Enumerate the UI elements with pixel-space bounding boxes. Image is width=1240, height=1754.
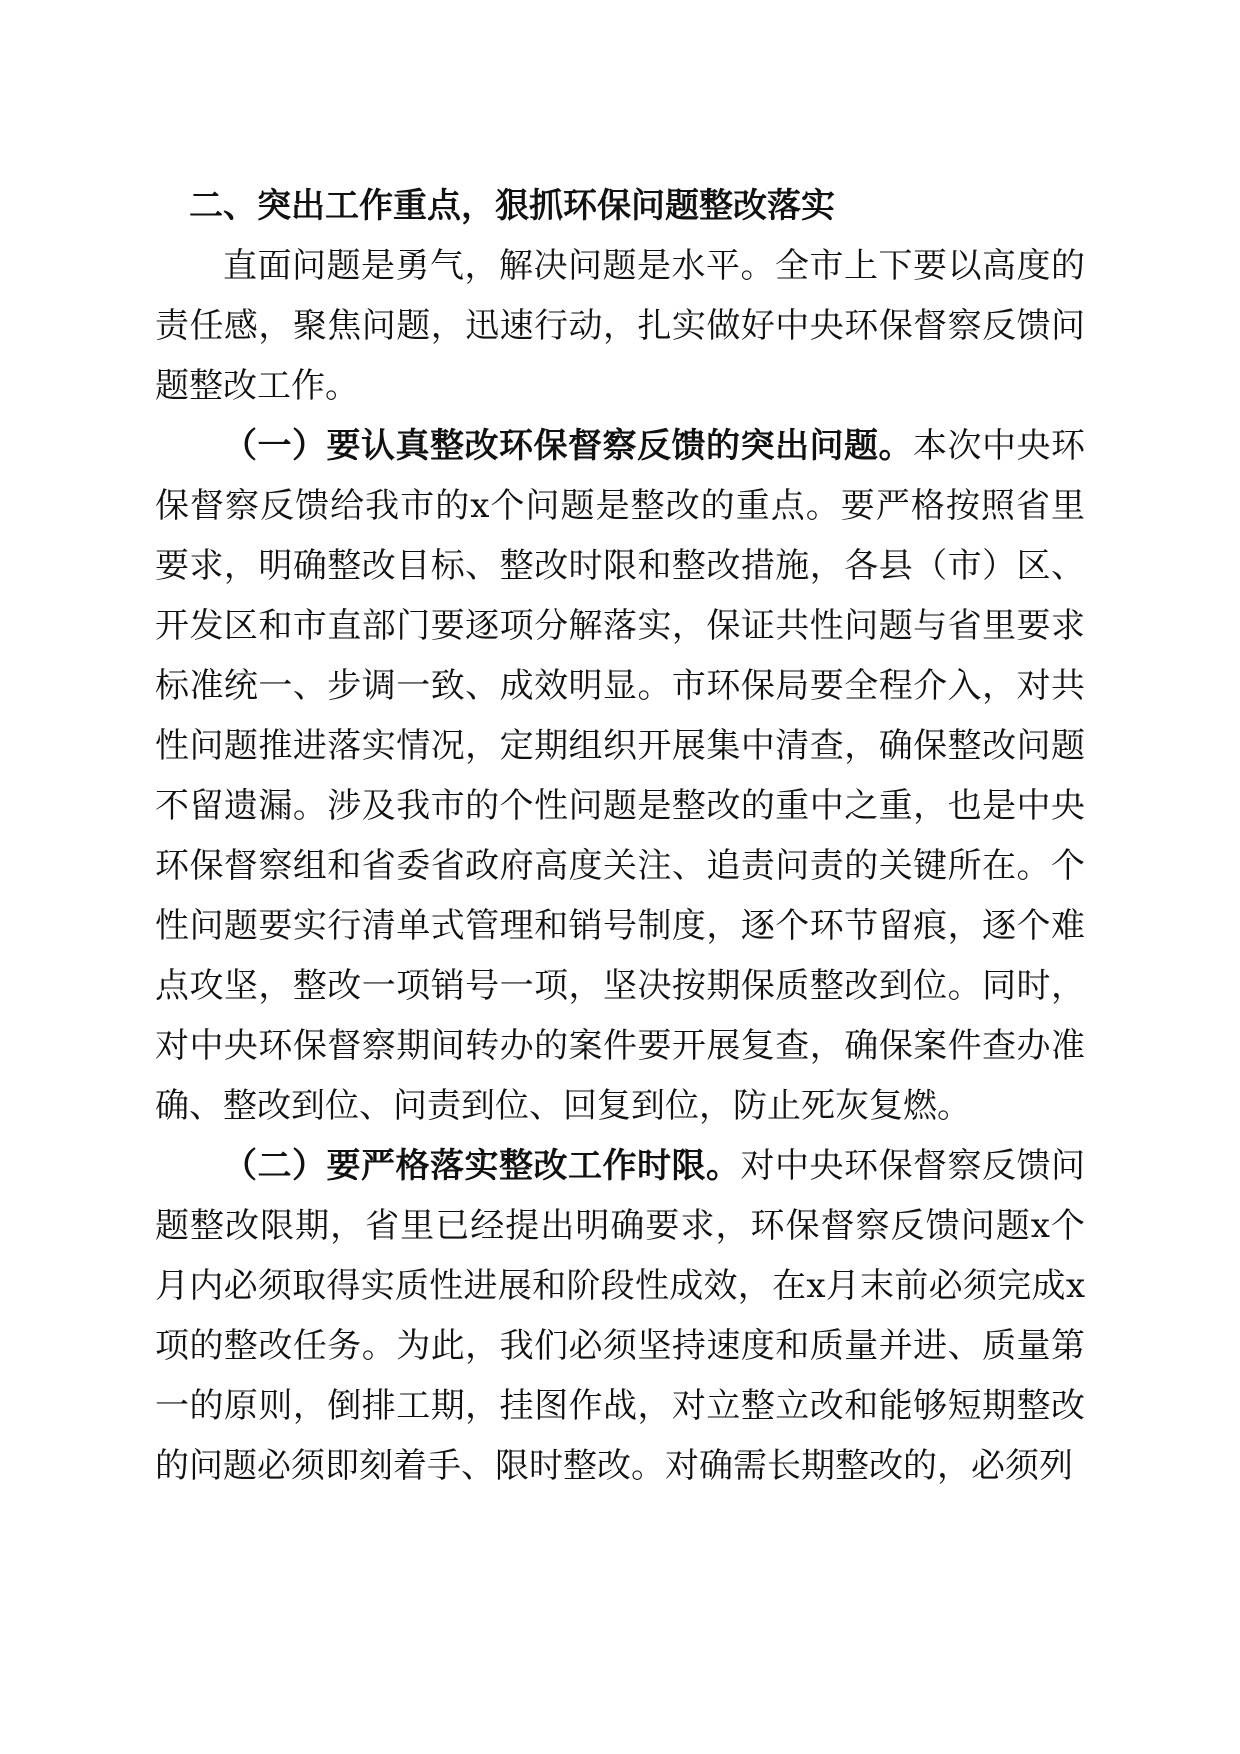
- paragraph-intro-text: 直面问题是勇气，解决问题是水平。全市上下要以高度的责任感，聚焦问题，迅速行动，扎实做好中央环保督察反馈问题整改工作。: [155, 246, 1085, 406]
- section-heading: 二、突出工作重点，狠抓环保问题整改落实: [189, 186, 835, 226]
- paragraph-item-2-text: 对中央环保督察反馈问题整改限期，省里已经提出明确要求，环保督察反馈问题x个月内必须取得实质性进展和阶段性成效，在x月末前必须完成x项的整改任务。为此，我们必须坚持速度和质量并进、质量第一的原则，倒排工期，挂图作战，对立整立改和能够短期整改的问题必须即刻着手、限时整改。对确需长期整改的，必须列: [155, 1146, 1085, 1486]
- document-body: [155, 176, 1085, 1496]
- paragraph-item-1: [155, 416, 1085, 1136]
- paragraph-item-2-lead: （二）要严格落实整改工作时限。: [223, 1146, 741, 1186]
- paragraph-item-2: [155, 1136, 1085, 1496]
- paragraph-item-1-text: 本次中央环保督察反馈给我市的x个问题是整改的重点。要严格按照省里要求，明确整改目标、整改时限和整改措施，各县（市）区、开发区和市直部门要逐项分解落实，保证共性问题与省里要求标准统一、步调一致、成效明显。市环保局要全程介入，对共性问题推进落实情况，定期组织开展集中清查，确保整改问题不留遗漏。涉及我市的个性问题是整改的重中之重，也是中央环保督察组和省委省政府高度关注、追责问责的关键所在。个性问题要实行清单式管理和销号制度，逐个环节留痕，逐个难点攻坚，整改一项销号一项，坚决按期保质整改到位。同时，对中央环保督察期间转办的案件要开展复查，确保案件查办准确、整改到位、问责到位、回复到位，防止死灰复燃。: [155, 426, 1085, 1126]
- paragraph-intro: [155, 236, 1085, 416]
- paragraph-item-1-lead: （一）要认真整改环保督察反馈的突出问题。: [223, 426, 913, 466]
